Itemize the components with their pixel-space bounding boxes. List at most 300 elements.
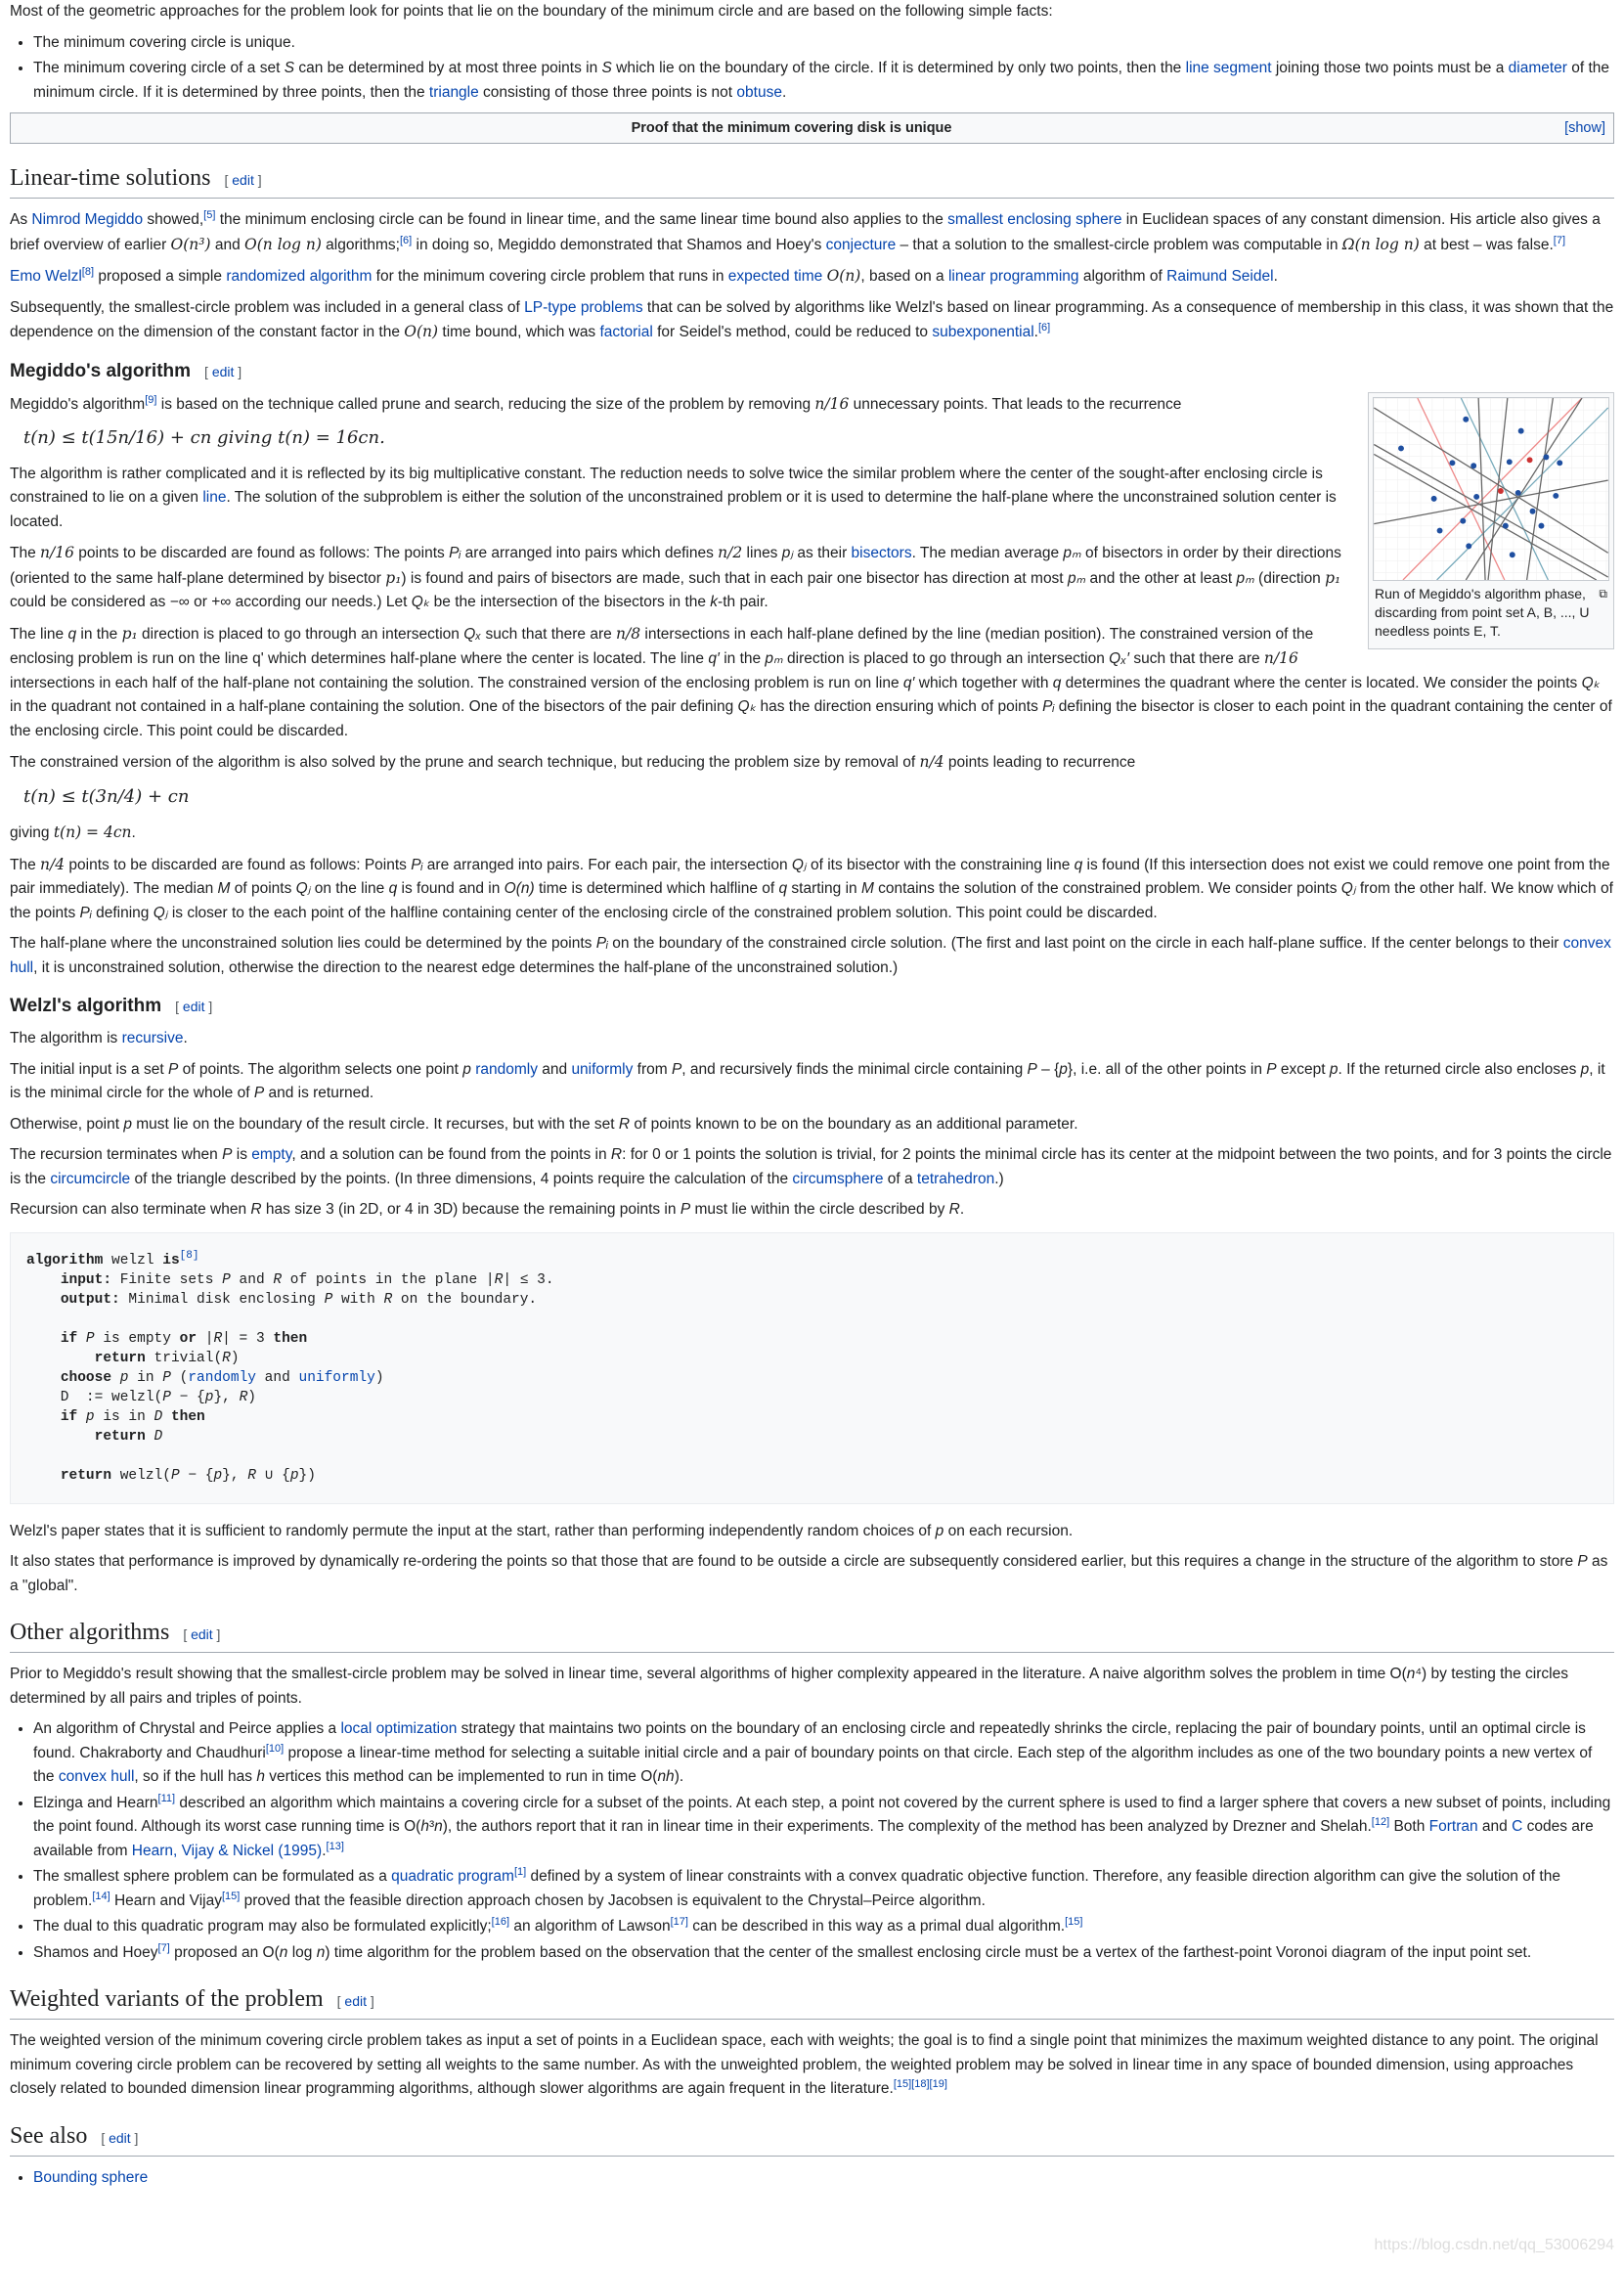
paragraph [10,1520,1614,1544]
link[interactable]: C [1512,1818,1523,1835]
italic-text: pₘ [1067,569,1086,587]
italic-text: n [279,1943,288,1961]
italic-text: Qⱼ [153,904,168,921]
text: time is determined which halfline of [534,880,779,897]
text: an algorithm of Lawson [509,1918,671,1935]
paragraph [33,1717,1614,1790]
text: vertices this method can be implemented to run in time O( [264,1768,658,1785]
text: , it is unconstrained solution, otherwise the direction to the nearest edge determines the half-plane of the unconstrained solution.) [33,958,899,976]
text: except [1276,1060,1330,1078]
link[interactable]: tetrahedron [916,1170,995,1187]
welzl-pseudocode [10,1232,1614,1504]
math-expression: n/8 [616,624,641,643]
link[interactable]: expected time [727,268,823,285]
italic-text: R [494,1271,504,1288]
italic-text: M [217,880,231,897]
link[interactable]: recursive [121,1030,184,1046]
citation-link[interactable]: [19] [929,2077,947,2090]
text: Shamos and Hoey [33,1943,158,1961]
text: . If the returned circle also encloses [1338,1060,1581,1078]
text: The algorithm is rather complicated and it is reflected by its big multiplicative constant. The reduction needs to solve twice the similar problem where the center of the sought-after enclosing circle is constrained to lie on a given [10,465,1323,506]
italic-text: n [434,1818,443,1835]
link[interactable]: Fortran [1428,1818,1478,1835]
edit-label[interactable]: edit [344,1993,367,2009]
italic-text: R [250,1201,262,1218]
text: for Seidel's method, could be reduced to [652,324,933,340]
math-expression: n/4 [40,855,66,873]
edit-label[interactable]: edit [211,363,235,379]
link[interactable]: smallest enclosing sphere [947,211,1122,228]
text: and the other at least [1085,569,1237,587]
math-expression: O(n³) [170,235,211,253]
text: ), the authors report that it ran in linear time in their experiments. The complexity of the method has been analyzed by Drezner and Shelah. [442,1818,1372,1835]
citation-link[interactable]: [12] [1371,1815,1390,1828]
text: Hearn and Vijay [110,1891,222,1909]
italic-text: R [239,1389,248,1405]
text: time bound, which was [438,324,600,340]
proof-title: Proof that the minimum covering disk is unique [631,120,952,136]
citation-link[interactable]: [17] [670,1915,688,1928]
text: The minimum covering circle is unique. [33,33,295,51]
italic-text: q′ [708,650,720,667]
italic-text: p [213,1467,223,1484]
text [26,1292,61,1308]
text: , so if the hull has [134,1768,257,1785]
citation-link[interactable]: [9] [145,393,157,406]
italic-text: R [610,1146,623,1163]
math-expression: p₁ [385,568,402,587]
text: in doing so, Megiddo demonstrated that Shamos and Hoey's [412,236,826,253]
link[interactable]: Hearn, Vijay & Nickel (1995) [131,1842,323,1859]
keyword: then [273,1330,308,1347]
text: (direction [1253,569,1326,587]
citation-link[interactable]: [6] [400,234,413,246]
section-heading-welzl [10,994,1614,1019]
paragraph [33,31,1614,56]
italic-text: P [162,1389,171,1405]
text: in the [76,625,122,643]
text: on the line [310,880,389,897]
text: and [230,1271,274,1288]
paragraph [10,0,1614,24]
citation-link[interactable]: [15] [1065,1915,1083,1928]
italic-text: R [213,1330,223,1347]
text: of a [883,1170,917,1187]
link[interactable]: circumcircle [50,1170,131,1187]
paragraph [26,1409,205,1425]
text: on the boundary of the constrained circle solution. (The first and last point on the circle in each half-plane suffice. If the center belongs to their [608,935,1563,952]
link[interactable]: convex hull [58,1768,135,1785]
edit-label[interactable]: edit [182,999,205,1014]
text: are arranged into pairs. For each pair, the intersection [422,856,792,873]
keyword: input: [60,1271,112,1288]
math-expression: Ω(n log n) [1341,235,1420,253]
paragraph [10,1663,1614,1711]
italic-text: p [123,1115,132,1133]
text: of the triangle described by the points. (In three dimensions, 4 points require the calculation of the [130,1170,793,1187]
edit-label[interactable]: edit [191,1626,213,1642]
section-heading-weighted [10,1984,1614,2020]
text [162,1409,171,1425]
section-heading-linear-time [10,163,1614,199]
link[interactable]: LP-type problems [524,298,643,316]
text: strategy that maintains two points on the boundary of an enclosing circle and repeatedly shrinks the circle, replacing the pair of boundary points, until an optimal circle is found. Chakraborty and Chaudhuri [33,1720,1586,1761]
italic-text: P [680,1201,691,1218]
text: }, i.e. all of the other points in [1067,1060,1267,1078]
text: D := welzl( [26,1389,163,1405]
edit-link[interactable]: [ edit ] [224,172,262,188]
paragraph [10,1058,1614,1106]
text: The [10,856,41,873]
citation-link[interactable]: [8] [179,1249,199,1262]
citation-link[interactable]: [18] [911,2077,930,2090]
text: The initial input is a set [10,1060,168,1078]
text: Both [1389,1818,1429,1835]
italic-text: Qⱼ [791,856,807,873]
link[interactable]: convex hull [10,935,1611,976]
text: is based on the technique called prune and search, reducing the size of the problem by removing [156,395,815,413]
text: – { [1036,1060,1060,1078]
edit-label[interactable]: edit [109,2129,131,2146]
text: }) [298,1467,316,1484]
text: of points in the plane | [282,1271,495,1288]
text: The algorithm is [10,1030,122,1046]
text: − { [179,1467,214,1484]
edit-link[interactable]: [ edit ] [183,1626,221,1642]
keyword: if [60,1408,78,1425]
link[interactable]: uniformly [571,1060,634,1078]
text: the minimum enclosing circle can be found in linear time, and the same linear time bound also applies to the [215,211,948,228]
text: algorithm of [1078,268,1167,285]
italic-text: nh [657,1768,675,1785]
text: ³ [428,1818,435,1835]
italic-text: P [170,1467,180,1484]
text: , based on a [860,268,948,285]
link[interactable]: quadratic program [391,1868,514,1885]
italic-text: q [388,880,398,897]
italic-text: S [601,60,612,76]
text: in Euclidean spaces of any constant dimension. His article also gives a brief overview of earlier [10,211,1601,253]
italic-text: P [1266,1060,1277,1078]
text: of bisectors in order by their directions (oriented to the same half-plane determined by bisector [10,545,1341,587]
text [26,1468,61,1484]
link[interactable]: bisectors [851,545,912,561]
heading-text: Welzl's algorithm [10,996,162,1016]
italic-text: P [85,1330,95,1347]
text: As [10,211,32,228]
italic-text: q [67,625,77,643]
link[interactable]: triangle [428,83,479,101]
italic-text: Pᵢ [79,904,92,921]
text: proved that the feasible direction approach chosen by Jacobsen is equivalent to the Chrystal–Peirce algorithm. [240,1891,986,1909]
link[interactable]: circumsphere [792,1170,884,1187]
math-expression: O(n) [826,267,861,285]
text: An algorithm of Chrystal and Peirce applies a [33,1720,341,1737]
other-algorithms-list [10,1717,1614,1965]
citation-link[interactable]: [7] [1553,234,1566,246]
italic-text: Pᵢ [449,545,461,561]
text: . [1033,324,1038,340]
italic-text: Pᵢ [1042,698,1055,715]
keyword: return [94,1428,146,1445]
text: points to be discarded are found as follows: Points [65,856,412,873]
text: intersections in each half-plane defined by the line (median position). The constrained version of the enclosing problem is run on the line q' which determines half-plane where the center is located. The line [10,625,1314,667]
text: – that a solution to the smallest-circle problem was computable in [896,236,1342,253]
link[interactable]: local optimization [340,1720,458,1737]
text: The [10,545,41,561]
edit-link[interactable]: [ edit ] [204,363,242,379]
italic-text: p [289,1467,299,1484]
text: are arranged into pairs which defines [461,545,719,561]
text: − { [170,1389,205,1405]
italic-text: P [253,1085,265,1101]
text: }, [222,1467,248,1484]
link[interactable]: randomized algorithm [226,268,373,285]
italic-text: S [284,60,295,76]
text: Subsequently, the smallest-circle problem was included in a general class of [10,298,525,316]
show-toggle[interactable]: [show] [1564,120,1605,136]
text: proposed a simple [94,268,227,285]
text: welzl [103,1252,163,1268]
italic-text: R [247,1467,256,1484]
citation-link[interactable]: [6] [1037,321,1051,334]
text: showed, [143,211,204,228]
link[interactable]: obtuse [736,83,782,101]
text [26,1409,61,1425]
text: which together with [914,674,1053,691]
text: Elzinga and Hearn [33,1794,158,1811]
paragraph [26,1272,554,1288]
math-expression: n/2 [718,544,743,561]
italic-text: q′ [902,674,915,691]
citation-link[interactable]: [15] [221,1890,241,1902]
text: algorithms; [321,236,400,253]
italic-text: D [154,1408,163,1425]
text: could be considered as −∞ or +∞ according our needs.) Let [10,594,412,610]
text: . [131,824,136,841]
text: joining those two points must be a [1271,60,1509,76]
text: Recursion can also terminate when [10,1201,251,1218]
text: propose a linear-time method for selecting a suitable initial circle and a pair of boundary points on that circle. Each step of the algorithm includes as one of the two boundary points a new vertex of the [33,1744,1593,1785]
math-expression: t(n) = 4cn [53,823,132,841]
text: of its bisector with the constraining line [806,856,1075,873]
text: }, [213,1389,240,1405]
text: unnecessary points. That leads to the recurrence [849,395,1182,413]
text: and [1477,1818,1513,1835]
see-also-link-bounding-sphere[interactable]: Bounding sphere [33,2168,149,2186]
text: contains the solution of the constrained problem. We consider points [873,880,1341,897]
heading-text: Other algorithms [10,1620,170,1645]
text: is in [94,1408,154,1425]
text: with [332,1291,384,1308]
italic-text: p [1329,1060,1339,1078]
text [26,1429,95,1445]
paragraph [10,821,1614,846]
text: Megiddo's algorithm [10,395,146,413]
italic-text: h [420,1818,429,1835]
text [77,1409,86,1425]
text: determines the quadrant where the center is located. We consider the points [1061,674,1582,691]
text: of the minimum circle. If it is determined by three points, then the [33,60,1610,101]
text: , and recursively finds the minimal circle containing [681,1060,1028,1078]
link[interactable]: diameter [1508,60,1567,76]
italic-text: n [316,1943,326,1961]
citation-link[interactable]: [11] [157,1792,176,1804]
text: ) [247,1389,256,1405]
facts-list [10,31,1614,106]
citation-link[interactable]: [5] [203,208,216,221]
italic-text: Qⱼ [1340,880,1356,897]
italic-text: q [1052,674,1062,691]
text: ⁴) by testing the circles determined by all pairs and triples of points. [10,1666,1568,1707]
text: The recursion terminates when [10,1146,223,1163]
text: points leading to recurrence [944,754,1136,771]
citation-link[interactable]: [16] [491,1915,510,1928]
italic-text: p [204,1389,214,1405]
math-expression: n/16 [40,544,74,561]
link[interactable]: factorial [599,324,653,340]
math-expression: n/4 [919,753,944,771]
text: and [537,1060,572,1078]
link[interactable]: line segment [1185,60,1272,76]
edit-link[interactable]: [ edit ] [336,1993,374,2009]
text: direction is placed to go through an intersection [782,650,1110,667]
text: is [232,1146,252,1163]
italic-text: Qₖ [411,594,430,610]
paragraph [26,1370,384,1386]
paragraph [10,296,1614,345]
paragraph [26,1351,240,1366]
italic-text: p [462,1060,471,1078]
keyword: algorithm [26,1252,104,1268]
megiddo-diagram-image[interactable] [1373,397,1609,581]
italic-text: p [85,1408,95,1425]
text: such that there are [481,625,617,643]
text: welzl( [111,1467,171,1484]
paragraph [33,1941,1614,1966]
caption-text: Run of Megiddo's algorithm phase, discarding from point set A, B, ..., U needless points E, T. [1375,585,1590,639]
text: It also states that performance is improved by dynamically re-ordering the points so that those that are found to be outside a circle are subsequently considered earlier, but this requires a change in the structure of the algorithm to store [10,1553,1578,1570]
italic-text: R [948,1201,960,1218]
link[interactable]: conjecture [825,236,897,253]
text [26,1272,61,1288]
proof-collapsible[interactable] [10,112,1614,144]
paragraph [10,932,1614,980]
enlarge-icon[interactable]: ⧉ [1599,586,1607,601]
edit-link[interactable]: [ edit ] [101,2129,139,2146]
italic-text: P [222,1271,231,1288]
text: ∪ { [255,1467,290,1484]
text: is empty [94,1330,180,1347]
citation-link[interactable]: [15] [893,2077,912,2090]
italic-text: R [273,1271,283,1288]
link[interactable]: empty [251,1146,292,1163]
math-expression: p₁ [1325,568,1341,587]
link[interactable]: Raimund Seidel [1166,268,1274,285]
text: from the other half. We know which of the points [10,880,1613,921]
italic-text: p [1059,1060,1068,1078]
keyword: if [60,1330,78,1347]
citation-link[interactable]: [13] [326,1840,344,1852]
watermark: https://blog.csdn.net/qq_53006294 [1374,2237,1614,2253]
heading-text: See also [10,2122,88,2149]
citation-link[interactable]: [8] [81,265,95,278]
text: defining the bisector is closer to each point in the quadrant containing the center of the enclosing circle. This point could be discarded. [10,698,1612,739]
paragraph [10,264,1614,289]
italic-text: Pᵢ [595,935,608,952]
text: . [1273,268,1278,285]
text: and [210,236,245,253]
edit-label[interactable]: edit [232,172,254,188]
text: The weighted version of the minimum covering circle problem takes as input a set of points in a Euclidean space, each with weights; the goal is to find a single point that minimizes the maximum weighted distance to any point. The original minimum covering circle problem can be recovered by setting all weights to the same number. As with the unweighted problem, the weighted problem may be solved in linear time in any space of bounded dimension, using approaches closely related to bounded dimension linear programming algorithms, although slower algorithms are again frequent in the literature. [10,2032,1599,2097]
citation-link[interactable]: [14] [92,1890,110,1902]
text: and [255,1369,299,1386]
paragraph [10,750,1614,776]
text: . [322,1842,327,1859]
paragraph [10,2029,1614,2102]
paragraph [26,1331,307,1347]
link[interactable]: uniformly [298,1369,375,1386]
italic-text: P [222,1146,233,1163]
citation-link[interactable]: [1] [513,1865,527,1878]
text: Welzl's paper states that it is sufficient to randomly permute the input at the start, rather than performing independently random choices of [10,1522,936,1539]
citation-link[interactable]: [7] [157,1941,170,1954]
italic-text: p [1580,1060,1590,1078]
text: in [128,1369,163,1386]
text: log [287,1943,317,1961]
link[interactable]: line [202,489,227,506]
paragraph [26,1468,316,1484]
italic-text: R [383,1291,393,1308]
keyword: return [94,1350,146,1366]
text: has size 3 (in 2D, or 4 in 3D) because the remaining points in [261,1201,680,1218]
link[interactable]: randomly [475,1060,538,1078]
text: ) [230,1350,240,1366]
link[interactable]: randomly [188,1369,256,1386]
math-expression: O(n) [404,323,439,340]
figure-megiddo-run [1368,392,1614,649]
section-heading-other [10,1618,1614,1653]
text: on each recursion. [944,1522,1074,1539]
recurrence-equation-constrained: t(n) ≤ t(3n/4) + cn [23,785,190,807]
italic-text: n [1406,1666,1416,1682]
text [26,1331,61,1347]
text: must lie on the boundary of the result circle. It recurses, but with the set [131,1115,619,1133]
text: that can be solved by algorithms like Welzl's based on linear programming. As a consequence of membership in this class, it was shown that the dependence on the dimension of the constant factor in the [10,298,1614,340]
heading-text: Megiddo's algorithm [10,360,192,381]
edit-link[interactable]: [ edit ] [175,999,213,1014]
italic-text: Qₖ [1581,674,1601,691]
link[interactable]: Emo Welzl [10,268,82,285]
link[interactable]: Nimrod Megiddo [31,211,144,228]
paragraph [33,1865,1614,1913]
italic-text: P [324,1291,333,1308]
link[interactable]: subexponential [932,324,1034,340]
text: -th pair. [718,594,768,610]
paragraph [26,1292,537,1308]
citation-link[interactable]: [10] [265,1742,285,1755]
paragraph [26,1390,256,1405]
text: can be determined by at most three points in [294,60,602,76]
text: is closer to the each point of the halfline containing center of the enclosing circle of the constrained problem solution. This point could be discarded. [167,904,1158,921]
text: which lie on the boundary of the circle. If it is determined by only two points, then the [611,60,1186,76]
keyword: then [170,1408,205,1425]
keyword: choose [60,1369,112,1386]
text [111,1370,120,1386]
italic-text: Qₓ [463,625,482,643]
text: ) time algorithm for the problem based on the observation that the center of the smallest enclosing circle must be a vertex of the farthest-point Voronoi diagram of the input point set. [325,1943,1532,1961]
link[interactable]: linear programming [947,268,1079,285]
